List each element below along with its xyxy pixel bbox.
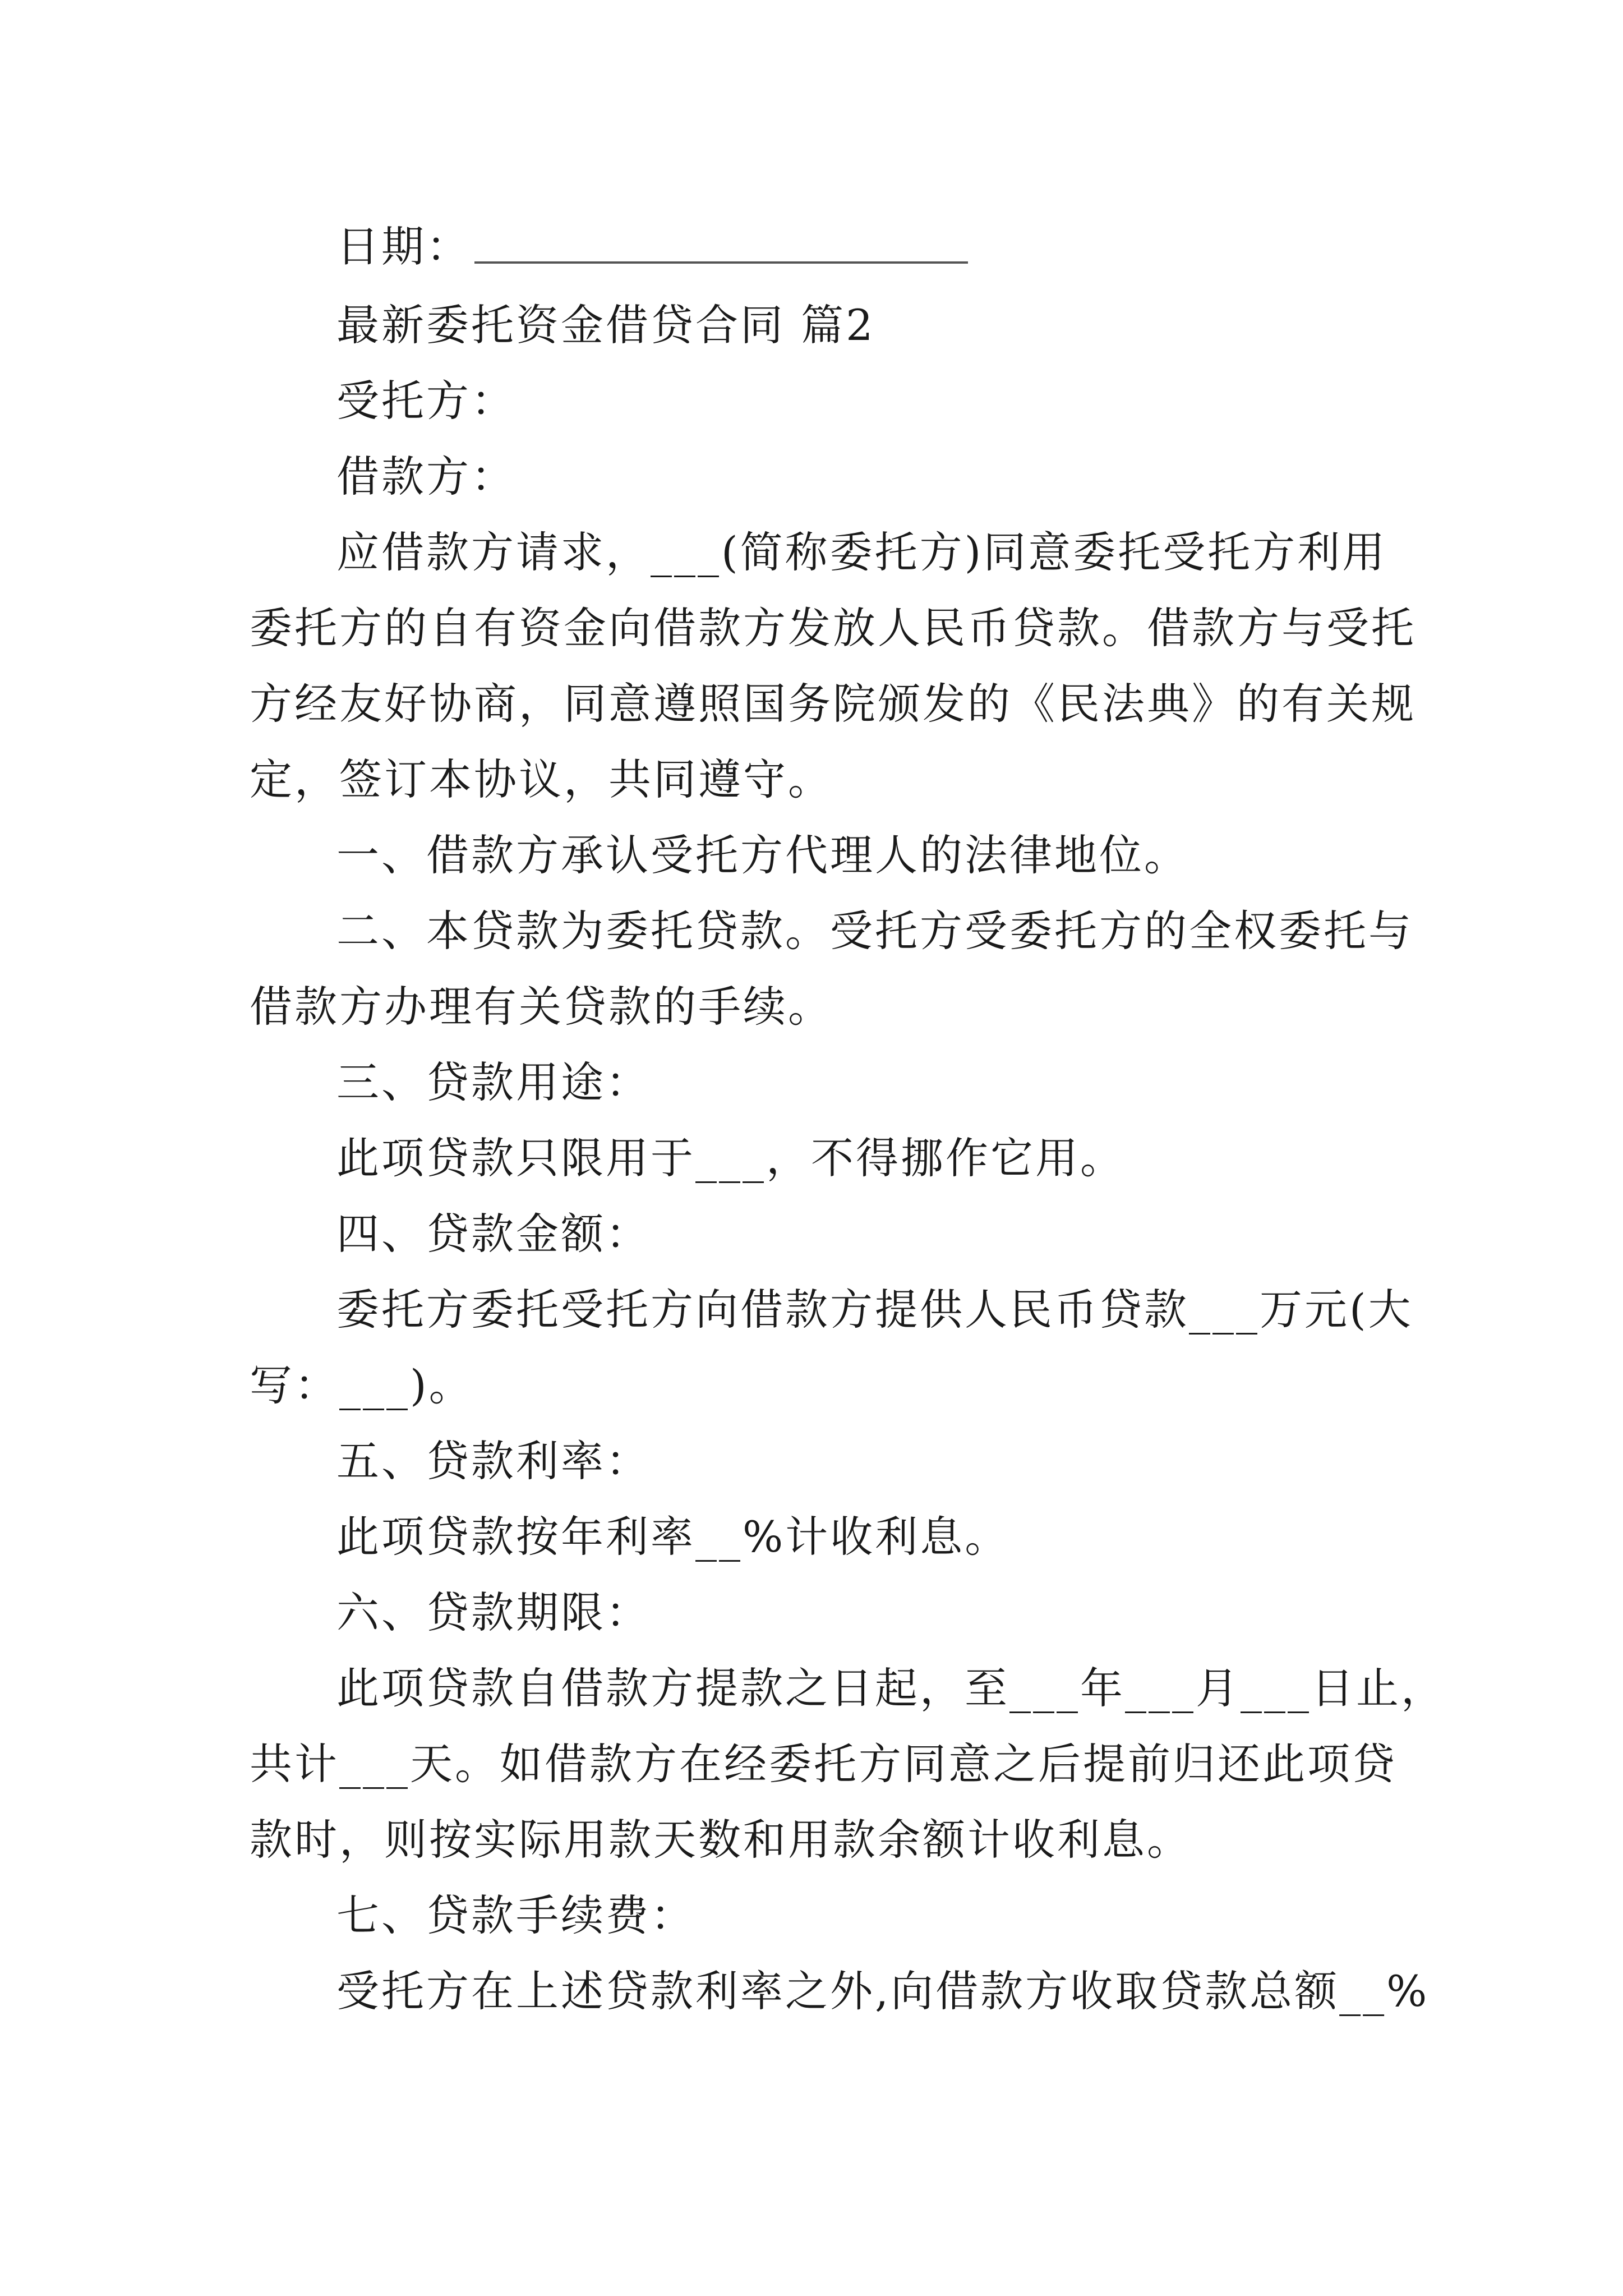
clause-6-body-line-2: 共计___天。如借款方在经委托方同意之后提前归还此项贷 <box>250 1739 1397 1789</box>
clause-3-body: 此项贷款只限用于___，不得挪作它用。 <box>336 1133 1125 1183</box>
clause-4-heading: 四、贷款金额： <box>336 1209 651 1259</box>
clause-3-heading: 三、贷款用途： <box>336 1057 651 1107</box>
date-label: 日期： <box>336 222 471 272</box>
clause-6-body-line-3: 款时，则按实际用款天数和用款余额计收利息。 <box>250 1815 1192 1865</box>
clause-6-body-line-1: 此项贷款自借款方提款之日起，至___年___月___日止， <box>336 1663 1446 1713</box>
preamble-line-3: 方经友好协商，同意遵照国务院颁发的《民法典》的有关规 <box>250 679 1416 729</box>
party-borrower: 借款方： <box>336 452 516 501</box>
clause-7-body: 受托方在上述贷款利率之外,向借款方收取贷款总额__% <box>336 1966 1430 2016</box>
date-line <box>336 219 968 275</box>
clause-4-body-line-1: 委托方委托受托方向借款方提供人民币贷款___万元(大 <box>336 1285 1413 1335</box>
clause-6-heading: 六、贷款期限： <box>336 1588 651 1637</box>
party-trustee: 受托方： <box>336 376 516 426</box>
clause-1: 一、借款方承认受托方代理人的法律地位。 <box>336 830 1189 880</box>
clause-5-body: 此项贷款按年利率__%计收利息。 <box>336 1512 1010 1562</box>
preamble-line-1: 应借款方请求，___(简称委托方)同意委托受托方利用 <box>336 527 1387 577</box>
preamble-line-4: 定，签订本协议，共同遵守。 <box>250 754 833 804</box>
clause-7-heading: 七、贷款手续费： <box>336 1890 695 1940</box>
preamble-line-2: 委托方的自有资金向借款方发放人民币贷款。借款方与受托 <box>250 603 1416 653</box>
document-title: 最新委托资金借贷合同 篇2 <box>336 300 875 350</box>
clause-2-line-2: 借款方办理有关贷款的手续。 <box>250 982 833 1032</box>
clause-2-line-1: 二、本贷款为委托贷款。受托方受委托方的全权委托与 <box>336 906 1413 956</box>
clause-4-body-line-2: 写：___)。 <box>250 1360 474 1410</box>
clause-5-heading: 五、贷款利率： <box>336 1436 651 1486</box>
date-blank-underline <box>474 261 968 264</box>
